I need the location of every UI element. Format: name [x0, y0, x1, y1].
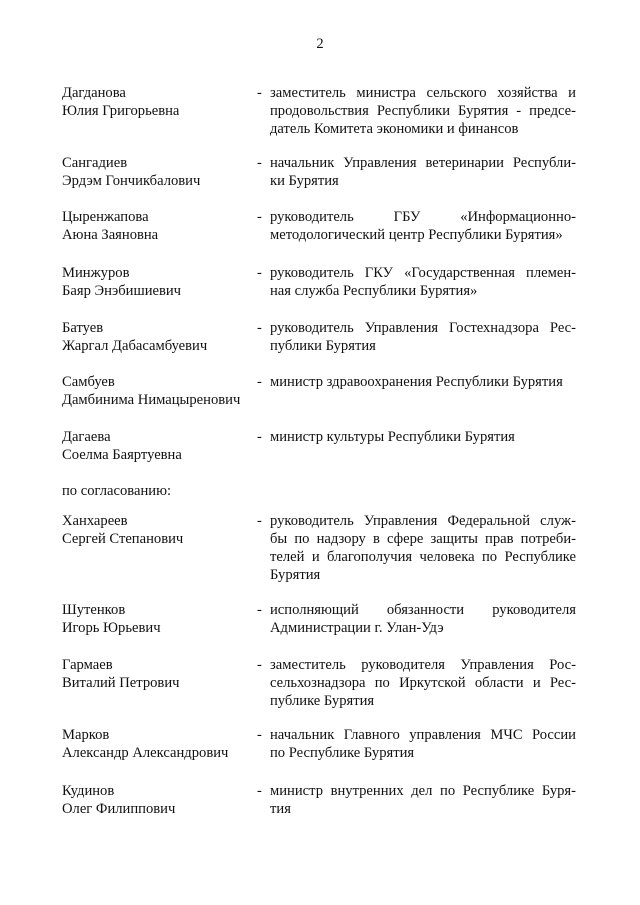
given-names: Олег Филиппович: [62, 801, 176, 817]
role-line: министр культуры Республики Бурятия: [270, 429, 515, 445]
role-line: публики Бурятия: [270, 338, 376, 354]
member-name: [62, 782, 252, 818]
role-line: Администрации г. Улан-Удэ: [270, 620, 444, 636]
dash-separator: -: [257, 727, 262, 743]
role-line: руководитель ГКУ «Государственная племен-: [270, 265, 576, 281]
role-line: датель Комитета экономики и финансов: [270, 121, 519, 137]
surname: Шутенков: [62, 602, 126, 618]
surname: Минжуров: [62, 265, 130, 281]
role-line: продовольствия Республики Бурятия - предсе-: [270, 103, 576, 119]
role-line: руководитель Управления Гостехнадзора Рес-: [270, 320, 576, 336]
role-line: ки Бурятия: [270, 173, 339, 189]
dash-separator: -: [257, 783, 262, 799]
given-names: Баяр Энэбишиевич: [62, 283, 182, 299]
member-role: [270, 373, 576, 391]
dash-separator: -: [257, 85, 262, 101]
member-role: [270, 656, 576, 710]
given-names: Юлия Григорьевна: [62, 103, 180, 119]
member-role: [270, 264, 576, 300]
role-line: телей и благополучия человека по Республике: [270, 549, 576, 565]
member-role: [270, 782, 576, 818]
given-names: Эрдэм Гончикбалович: [62, 173, 201, 189]
member-role: [270, 208, 576, 244]
role-line: методологический центр Республики Бурятия»: [270, 227, 563, 243]
member-name: [62, 208, 252, 244]
member-name: [62, 656, 252, 692]
dash-separator: -: [257, 602, 262, 618]
role-line: Бурятия: [270, 567, 321, 583]
member-name: [62, 512, 252, 548]
role-line: начальник Управления ветеринарии Республи-: [270, 155, 576, 171]
role-line: бы по надзору в сфере защиты прав потреби-: [270, 531, 576, 547]
role-line: заместитель руководителя Управления Рос-: [270, 657, 576, 673]
dash-separator: -: [257, 374, 262, 390]
dash-separator: -: [257, 209, 262, 225]
member-name: [62, 601, 252, 637]
given-names: Жаргал Дабасамбуевич: [62, 338, 208, 354]
role-line: тия: [270, 801, 291, 817]
section-label: по согласованию:: [62, 483, 172, 499]
surname: Марков: [62, 727, 110, 743]
given-names: Игорь Юрьевич: [62, 620, 161, 636]
given-names: Аюна Заяновна: [62, 227, 159, 243]
surname: Ханхареев: [62, 513, 128, 529]
given-names: Сергей Степанович: [62, 531, 184, 547]
role-line: министр здравоохранения Республики Бурятия: [270, 374, 563, 390]
role-line: исполняющий обязанности руководителя: [270, 602, 576, 618]
dash-separator: -: [257, 429, 262, 445]
member-name: [62, 264, 252, 300]
dash-separator: -: [257, 657, 262, 673]
surname: Гармаев: [62, 657, 113, 673]
role-line: публике Бурятия: [270, 693, 375, 709]
member-role: [270, 726, 576, 762]
surname: Дагданова: [62, 85, 126, 101]
surname: Кудинов: [62, 783, 115, 799]
dash-separator: -: [257, 513, 262, 529]
surname: Сангадиев: [62, 155, 128, 171]
member-name: [62, 428, 252, 464]
member-name: [62, 726, 252, 762]
member-name: [62, 154, 252, 190]
member-role: [270, 319, 576, 355]
member-role: [270, 512, 576, 584]
surname: Батуев: [62, 320, 104, 336]
role-line: заместитель министра сельского хозяйства и: [270, 85, 576, 101]
role-line: ная служба Республики Бурятия»: [270, 283, 478, 299]
dash-separator: -: [257, 265, 262, 281]
dash-separator: -: [257, 155, 262, 171]
role-line: сельхознадзора по Иркутской области и Рес-: [270, 675, 576, 691]
given-names: Виталий Петрович: [62, 675, 180, 691]
surname: Самбуев: [62, 374, 115, 390]
role-line: по Республике Бурятия: [270, 745, 415, 761]
given-names: Соелма Баяртуевна: [62, 447, 182, 463]
member-name: [62, 319, 252, 355]
member-role: [270, 154, 576, 190]
role-line: руководитель ГБУ «Информационно-: [270, 209, 576, 225]
role-line: руководитель Управления Федеральной служ-: [270, 513, 576, 529]
member-role: [270, 84, 576, 138]
dash-separator: -: [257, 320, 262, 336]
role-line: начальник Главного управления МЧС России: [270, 727, 576, 743]
given-names: Дамбинима Нимацыренович: [62, 392, 241, 408]
surname: Цыренжапова: [62, 209, 149, 225]
given-names: Александр Александрович: [62, 745, 229, 761]
surname: Дагаева: [62, 429, 111, 445]
member-role: [270, 428, 576, 446]
role-line: министр внутренних дел по Республике Буря-: [270, 783, 576, 799]
member-role: [270, 601, 576, 637]
member-name: [62, 84, 252, 120]
page-number: 2: [316, 36, 324, 52]
member-name: [62, 373, 252, 409]
